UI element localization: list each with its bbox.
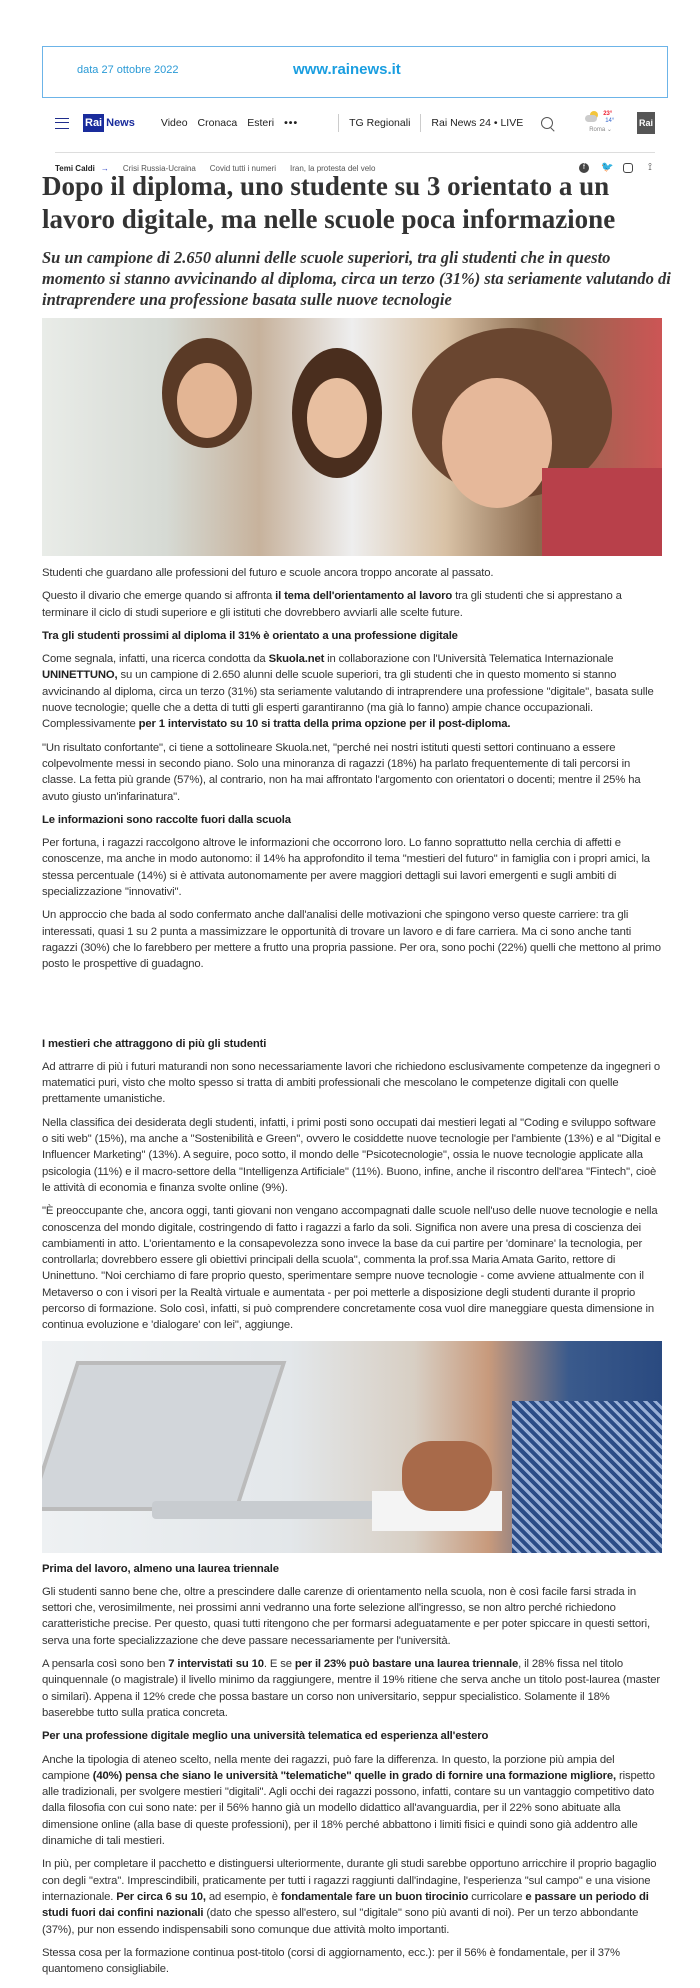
date-banner — [42, 46, 668, 98]
text-run: In più, per completare il pacchetto e distinguersi ulteriormente, durante gli studi sarebbe opportuno arricchire il proprio bagaglio con degli ''extra''. Imprescindibili, praticamente per tutti i ragazzi raggiunti dall'indagine, l'esperienza ''sul campo'' e una visione internazionale. — [42, 1858, 657, 1903]
text-run: Tra gli studenti prossimi al diploma il 31% è orientato a una professione digitale — [42, 629, 458, 642]
text-run: rispetto alle tradizionali, per svolgere mestieri "digitali". Agli occhi dei ragazzi possono, infatti, contare su un vantaggio competitivo dato dalla filosofia con cui sono nate: per il 56% hanno già un modello didattico all'avanguardia, per il 22% sono abituate alla dimensione online (alla base di queste professioni), per il 18% perché abbattono i limiti fisici e quindi sono già addentro alle dinamiche di tali mestieri. — [42, 1769, 655, 1848]
rss-icon[interactable]: ⟟ — [648, 162, 652, 173]
paragraph — [42, 1856, 662, 1937]
bold-text: Skuola.net — [268, 653, 325, 666]
bold-text: Per circa 6 su 10, — [116, 1890, 206, 1903]
text-run: . E se — [263, 1658, 295, 1671]
article-body-part1 — [42, 565, 662, 1334]
text-run: "È preoccupante che, ancora oggi, tanti giovani non vengano accompagnati dalle scuole nell'uso delle nuove tecnologie e nella conoscenza del mondo digitale, costringendo di fatto i ragazzi a farlo da soli. Significa non avere una presa di coscienza dei cambiamenti in atto. L'orientamento e la consapevolezza sono invece la base da cui partire per 'dominare' la tecnologia, per controllarla; dovrebbero essere gli obiettivi principali della scuola", commenta la prof.ssa Maria Amata Garito, rettore di Uninettuno. "Noi cerchiamo di fare proprio questo, sperimentare sempre nuove tecnologie - come avviene attualmente con il Metaverso o con i visori per la Realtà virtuale e aumentata - per poi metterle a disposizione degli studenti durante il proprio percorso di formazione. Solo così, infatti, si può comprendere concretamente cosa vuol dire maneggiare questa dimensione in continua evoluzione e 'dialogare' con lei", aggiunge. — [42, 1205, 658, 1332]
paragraph — [42, 907, 662, 972]
nav-divider — [338, 114, 339, 132]
article-flow — [42, 565, 662, 1984]
bold-text: 7 intervistati su 10 — [168, 1658, 264, 1671]
bold-text: e passare un periodo di studi fuori dai confini nazionali — [42, 1890, 649, 1920]
article-title: Dopo il diploma, uno studente su 3 orientato a un lavoro digitale, ma nelle scuole poca informazione — [42, 171, 616, 234]
paragraph — [42, 651, 662, 732]
paragraph — [42, 588, 662, 621]
section-heading — [42, 1728, 662, 1744]
text-run: A pensarla così sono ben — [42, 1658, 169, 1671]
topic-link[interactable]: Iran, la protesta del velo — [290, 163, 376, 173]
text-run: ad esempio, è — [205, 1890, 281, 1903]
section-heading — [42, 1036, 662, 1052]
article-subtitle: Su un campione di 2.650 alunni delle scuole superiori, tra gli studenti che in questo momento si stanno avvicinando al diploma, circa un terzo (31%) sta seriamente valutando di intraprendere una professione basata sulle nuove tecnologie — [42, 248, 671, 309]
text-run: "Un risultato confortante", ci tiene a sottolineare Skuola.net, "perché nei nostri istituti questi settori continuano a essere colpevolmente messi in secondo piano. Solo una minoranza di ragazzi (18%) ha parlato frequentemente di tali percorsi in classe. La fetta più grande (57%), al contrario, non ha mai affrontato l'argomento con orientatori o docenti; mentre il 25% ha avuto giusto un'infarinatura". — [42, 741, 641, 803]
nav-video[interactable]: Video — [160, 117, 188, 129]
arrow-right-icon[interactable]: → — [100, 163, 109, 173]
spacer — [42, 980, 662, 1036]
menu-icon[interactable] — [55, 118, 69, 129]
bold-text: UNINETTUNO, — [42, 669, 118, 682]
article-photo-laptop — [42, 1341, 662, 1553]
paragraph — [42, 740, 662, 805]
bold-text: (40%) pensa che siano le università ''telematiche'' quelle in grado di fornire una formazione migliore, — [92, 1769, 617, 1782]
section-heading — [42, 812, 662, 828]
text-run: Anche la tipologia di ateneo scelto, nella mente dei ragazzi, può fare la differenza. In questo, la porzione più ampia del campione — [42, 1753, 615, 1782]
main-nav — [55, 110, 655, 136]
text-run: (dato che spesso all'estero, sul ''digitale'' sono più avanti di noi). Per un terzo abbondante (37%), pur non essendo indispensabili sono comunque due attività molto importanti. — [42, 1907, 639, 1936]
twitter-icon[interactable]: 🐦 — [601, 162, 614, 173]
rai-logo[interactable]: Rai — [637, 112, 655, 134]
text-run: tra gli studenti che si apprestano a terminare il ciclo di studi superiore e gli istituti che dovrebbero avviarli alle scelte future. — [42, 590, 622, 619]
nav-divider-line — [55, 152, 655, 153]
text-run: Questo il divario che emerge quando si affronta — [42, 590, 276, 603]
weather-city: Roma ⌄ — [589, 127, 612, 133]
article-photo-students — [42, 318, 662, 556]
hot-topics-label: Temi Caldi — [55, 163, 95, 173]
logo-news: News — [106, 117, 135, 129]
bold-text: per il 23% può bastare una laurea triennale — [294, 1658, 519, 1671]
weather-widget[interactable] — [583, 111, 619, 135]
temp-high: 23° — [603, 111, 613, 117]
bold-text: fondamentale fare un buon tirocinio — [280, 1890, 469, 1903]
paragraph — [42, 1945, 662, 1978]
text-run: Ad attrarre di più i futuri maturandi non sono necessariamente lavori che richiedono esclusivamente competenze da ingegneri o matematici puri, visto che molto spesso si tratta di ambiti professionali che mescolano le competenze digitali con quelle prettamente umanistiche. — [42, 1060, 661, 1106]
paragraph — [42, 1059, 662, 1108]
paragraph — [42, 1203, 662, 1333]
text-run: Per una professione digitale meglio una università telematica ed esperienza all'estero — [42, 1730, 489, 1743]
more-icon[interactable]: ••• — [284, 117, 299, 129]
section-heading — [42, 1561, 662, 1577]
rainews-logo[interactable] — [83, 114, 135, 132]
nav-divider — [420, 114, 421, 132]
text-run: Gli studenti sanno bene che, oltre a prescindere dalle carenze di orientamento nella scuola, non è così facile farsi strada in settori che, verosimilmente, nei prossimi anni vedranno una forte selezione all'ingresso, se non altro perché richiedono caratteristiche precise. Per questo, quasi tutti ritengono che per formarsi adeguatamente e per poter spiccare in questi settori, serva una forte specializzazione che deve passare necessariamente per l'università. — [42, 1585, 650, 1647]
paragraph — [42, 835, 662, 900]
nav-cronaca[interactable]: Cronaca — [197, 117, 238, 129]
text-run: Prima del lavoro, almeno una laurea triennale — [42, 1562, 279, 1575]
text-run: Un approccio che bada al sodo confermato anche dall'analisi delle motivazioni che spingono verso queste carriere: tra gli interessati, quasi 1 su 2 punta a massimizzare le opportunità di trovare un lavoro e di fare carriera. Ma ci sono anche tanti ragazzi (30%) che lo farebbero per mettere a frutto una propria passione. Per ora, sono pochi (22%) quelli che mettono al primo posto le prospettive di guadagno. — [42, 909, 661, 971]
search-icon[interactable] — [541, 117, 553, 129]
bold-text: per 1 intervistato su 10 si tratta della prima opzione per il post-diploma. — [138, 718, 511, 731]
article-body-part2 — [42, 1561, 662, 1978]
topic-link[interactable]: Crisi Russia-Ucraina — [122, 163, 196, 173]
text-run: in collaborazione con l'Università Telematica Internazionale — [324, 653, 614, 666]
text-run: Studenti che guardano alle professioni del futuro e scuole ancora troppo ancorate al passato. — [42, 567, 494, 579]
nav-live[interactable]: Rai News 24 • LIVE — [431, 117, 524, 129]
text-run: Per fortuna, i ragazzi raccolgono altrove le informazioni che occorrono loro. Lo fanno soprattutto nella cerchia di affetti e conoscenze, ma anche in modo autonomo: il 14% ha approfondito il tema ''mestieri del futuro'' in famiglia con i propri amici, la stessa percentuale (14%) si è attivata autonomamente per avere maggiori dettagli sui lavori emergenti e sugli ambiti di specializzazione ''innovativi''. — [42, 837, 650, 899]
cloud-icon — [585, 115, 597, 122]
paragraph — [42, 1752, 662, 1850]
facebook-icon[interactable]: f — [579, 163, 589, 173]
bold-text: il tema dell'orientamento al lavoro — [275, 590, 453, 603]
nav-tg-regionali[interactable]: TG Regionali — [349, 117, 411, 129]
paragraph — [42, 565, 662, 581]
site-url[interactable]: www.rainews.it — [293, 61, 401, 78]
nav-esteri[interactable]: Esteri — [247, 117, 275, 129]
text-run: Nella classifica dei desiderata degli studenti, infatti, i primi posti sono occupati dai mestieri legati al ''Coding e sviluppo software o siti web'' (15%), ma anche a ''Sostenibilità e Green'', ovvero le cosiddette nuove tecnologie per l'ambiente (13%) e al ''Digital e Influencer Marketing'' (13%). A seguire, poco sotto, il mondo delle ''Psicotecnologie'', ossia le nuove tecnologie applicate alla psicologia (11%) e il macro-settore della ''Intelligenza Artificiale'' (11%). Buono, infine, anche il riscontro dell'area ''Fintech'', cioè le attività di economia e finanza svolte online (9%). — [42, 1116, 661, 1194]
paragraph — [42, 1115, 662, 1196]
topic-link[interactable]: Covid tutti i numeri — [209, 163, 277, 173]
section-heading — [42, 628, 662, 644]
text-run: , il 28% fissa nel titolo quinquennale (o magistrale) il livello minimo da raggiungere, mentre il 19% ritiene che serva anche un titolo post-laurea (master o similari). Appena il 12% crede che possa bastare un corso non universitario, seppur specialistico. Solamente il 18% baserebbe tutto sulla pratica concreta. — [42, 1658, 660, 1719]
article-date: data 27 ottobre 2022 — [77, 64, 179, 76]
text-run: su un campione di 2.650 alunni delle scuole superiori, tra gli studenti che in questo momento si stanno avvicinando al diploma, circa un terzo (31%) sta seriamente valutando di intraprendere una professione ''digitale'', basata sulle nuove tecnologie; quelle che a detta di tutti gli esperti garantiranno (ma già lo fanno) ampie chance occupazionali. Complessivamente — [42, 669, 654, 731]
text-run: Stessa cosa per la formazione continua post-titolo (corsi di aggiornamento, ecc.): per il 56% è fondamentale, per il 37% quantomeno consigliabile. — [42, 1946, 620, 1976]
text-run: curricolare — [468, 1890, 526, 1903]
temp-low: 14° — [605, 118, 615, 124]
paragraph — [42, 1584, 662, 1649]
text-run: I mestieri che attraggono di più gli studenti — [42, 1037, 267, 1050]
text-run: Come segnala, infatti, una ricerca condotta da — [42, 653, 269, 666]
text-run: Le informazioni sono raccolte fuori dalla scuola — [42, 813, 291, 826]
logo-rai: Rai — [83, 114, 104, 132]
paragraph — [42, 1656, 662, 1721]
